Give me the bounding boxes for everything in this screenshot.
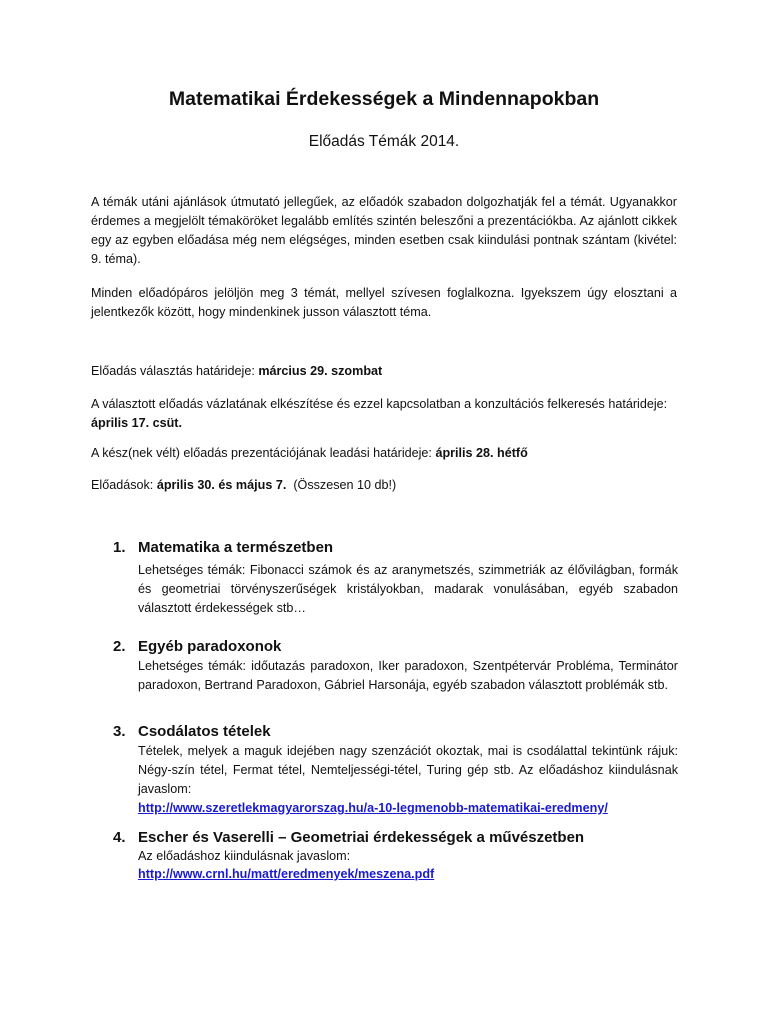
deadline-lectures-date: április 30. és május 7. [156, 478, 287, 492]
deadline-selection [91, 362, 677, 381]
topic-item-4 [113, 828, 678, 884]
topic-number: 4. [113, 829, 126, 846]
topic-heading [113, 538, 678, 558]
topic-link[interactable]: http://www.szeretlekmagyarorszag.hu/a-10-legmenobb-matematikai-eredmeny/ [138, 801, 608, 815]
intro-paragraph-2: Minden előadópáros jelöljön meg 3 témát, mellyel szívesen foglalkozna. Igyekszem úgy elosztani a jelentkezők között, hogy mindenkinek jusson választott téma. [91, 286, 677, 319]
topic-link[interactable]: http://www.crnl.hu/matt/eredmenyek/meszena.pdf [138, 867, 435, 881]
deadline-selection-date: március 29. szombat [258, 364, 383, 378]
deadline-presentation-date: április 28. hétfő [435, 446, 528, 460]
deadline-selection-label: Előadás választás határideje: [91, 364, 259, 378]
topic-heading [113, 722, 678, 742]
deadline-presentation [91, 444, 677, 463]
topic-title: Csodálatos tételek [138, 723, 271, 740]
topic-item-1 [113, 538, 678, 618]
deadline-outline [91, 395, 677, 433]
topic-number: 1. [113, 539, 126, 556]
topic-description-text: Az előadáshoz kiindulásnak javaslom: [138, 849, 351, 863]
page-subtitle: Előadás Témák 2014. [308, 133, 460, 150]
topic-number: 3. [113, 723, 126, 740]
topic-title: Egyéb paradoxonok [138, 638, 282, 655]
deadline-outline-label: A választott előadás vázlatának elkészítése és ezzel kapcsolatban a konzultációs felkeresés határideje: [91, 397, 668, 411]
topic-description [138, 848, 678, 884]
topic-description: Lehetséges témák: időutazás paradoxon, Iker paradoxon, Szentpétervár Probléma, Terminátor paradoxon, Bertrand Paradoxon, Gábriel Harsonája, egyéb szabadon választott problémák stb. [138, 659, 678, 692]
intro-paragraph-1: A témák utáni ajánlások útmutató jellegűek, az előadók szabadon dolgozhatják fel a témát. Ugyanakkor érdemes a megjelölt témaköröket legalább említés szintén beleszőni a prezentációkba. Az ajánlott cikkek egy az egyben előadása még nem elégséges, minden esetben csak kiindulási pontnak szántam (kivétel: 9. téma). [91, 195, 677, 266]
deadline-presentation-label: A kész(nek vélt) előadás prezentációjának leadási határideje: [91, 446, 436, 460]
topic-number: 2. [113, 638, 126, 655]
topic-title: Escher és Vaserelli – Geometriai érdekességek a művészetben [138, 829, 585, 846]
topic-heading [113, 828, 678, 848]
page-title: Matematikai Érdekességek a Mindennapokban [168, 88, 600, 110]
topic-heading [113, 637, 678, 657]
deadline-lectures [91, 476, 677, 495]
topic-description: Lehetséges témák: Fibonacci számok és az aranymetszés, szimmetriák az élővilágban, formák és geometriai törvényszerűségek kristályokban, madarak vonulásában, egyéb szabadon választott érdekességek stb… [138, 563, 678, 615]
topic-item-2 [113, 637, 678, 695]
deadline-lectures-label: Előadások: [91, 478, 157, 492]
topic-title: Matematika a természetben [138, 539, 334, 556]
topic-description-text: Tételek, melyek a maguk idejében nagy szenzációt okoztak, mai is csodálattal tekintünk rájuk: Négy-szín tétel, Fermat tétel, Nemteljességi-tétel, Turing gép stb. Az előadáshoz kiindulásnak javaslom: [138, 744, 678, 796]
deadline-outline-date: április 17. csüt. [91, 416, 182, 430]
deadline-lectures-note: (Összesen 10 db!) [286, 478, 397, 492]
topic-item-3 [113, 722, 678, 818]
topic-description [138, 742, 678, 818]
